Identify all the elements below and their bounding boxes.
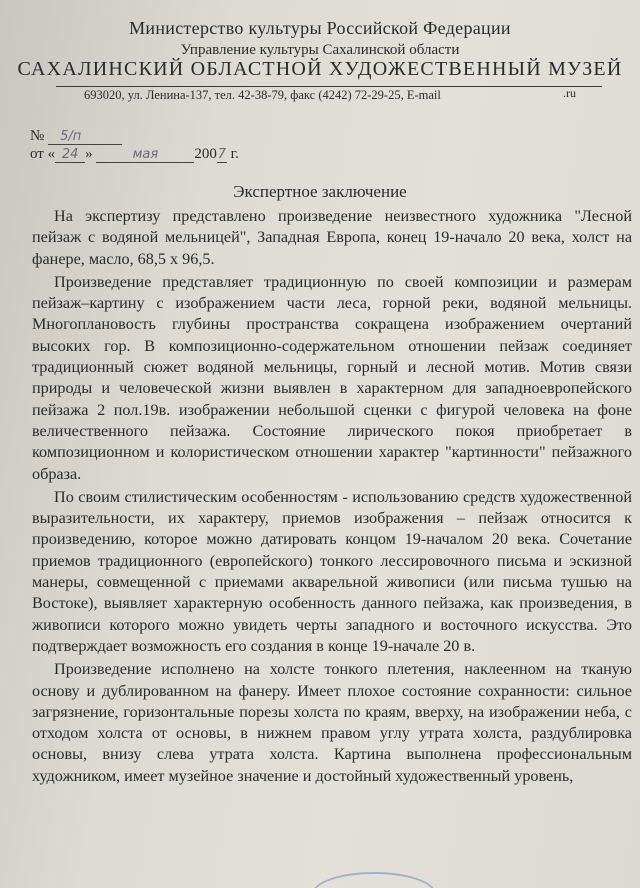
museum-address: 693020, ул. Ленина-137, тел. 42-38-79, факс (4242) 72-29-25, E-mail: [84, 88, 441, 102]
email-tail: .ru: [563, 86, 576, 100]
paragraph-1: На экспертизу представлено произведение неизвестного художника "Лесной пейзаж с водяной мельницей", Западная Европа, конец 19-начало 20 века, холст на фанере, масло, 68,5 х 96,5.: [32, 207, 632, 268]
department-header: Управление культуры Сахалинской области: [180, 42, 460, 58]
date-day: 24: [55, 147, 85, 163]
document-body: [32, 206, 632, 787]
date-prefix: от «: [30, 146, 56, 162]
document-title: Экспертное заключение: [233, 182, 407, 201]
paragraph-3: По своим стилистическим особенностям - использованию средств художественной выразительности, их характеру, приемов изображения – пейзаж относится к произведению, которое можно датировать концом 19-началом 20 века. Сочетание приемов традиционного (европейского) тонкого лессировочного письма и эскизной манеры, совмещенной с приемами акварельной живописи (или письма тушью на Востоке), выявляет характерную особенность данного пейзажа, как произведения, в живописи которого можно увидеть черты западного и восточного искусства. Это подтверждает возможность его создания в конце 19-начале 20 в.: [32, 487, 632, 655]
museum-name: САХАЛИНСКИЙ ОБЛАСТНОЙ ХУДОЖЕСТВЕННЫЙ МУЗЕЙ: [17, 58, 623, 80]
document-number: [30, 128, 122, 145]
year-prefix: 200: [194, 146, 217, 162]
paragraph-2: Произведение представляет традиционную по своей композиции и размерам пейзаж–картину с изображением части леса, горной реки, водяной мельницы. Многоплановость глубины пространства сокращена изображением очертаний высоких гор. В композиционно-содержательном отношении пейзаж соединяет традиционный сюжет водяной мельницы, горный и лесной мотив. Мотив связи природы и человеческой жизни выявлен в характерном для западноевропейского пейзажа 2 пол.19в. изображении небольшой сценки с фигурой человека на фоне величественного пейзажа. Состояние лирического покоя приобретает в композиционном и колористическом отношении характер "картинности" пейзажного образа.: [32, 272, 632, 483]
ministry-header: Министерство культуры Российской Федерации: [129, 18, 511, 38]
document-date: [30, 146, 239, 163]
number-label: №: [30, 128, 45, 144]
year-suffix: г.: [226, 146, 239, 162]
number-value: 5/п: [48, 129, 122, 145]
header-divider: [56, 86, 602, 87]
paragraph-4: Произведение исполнено на холсте тонкого плетения, наклеенном на тканую основу и дублированном на фанеру. Имеет плохое состояние сохранности: сильное загрязнение, горизонтальные порезы холста по краям, вверху, на изображении неба, с отходом холста от основы, в нижнем правом углу утрата холста, раздублировка основы, внизу слева утрата холста. Картина выполнена профессиональным художником, имеет музейное значение и достойный художественный уровень,: [32, 660, 632, 785]
year-digit: 7: [217, 147, 226, 162]
date-sep: »: [85, 146, 93, 162]
date-month: мая: [96, 147, 194, 163]
stamp-mark: [312, 872, 436, 888]
